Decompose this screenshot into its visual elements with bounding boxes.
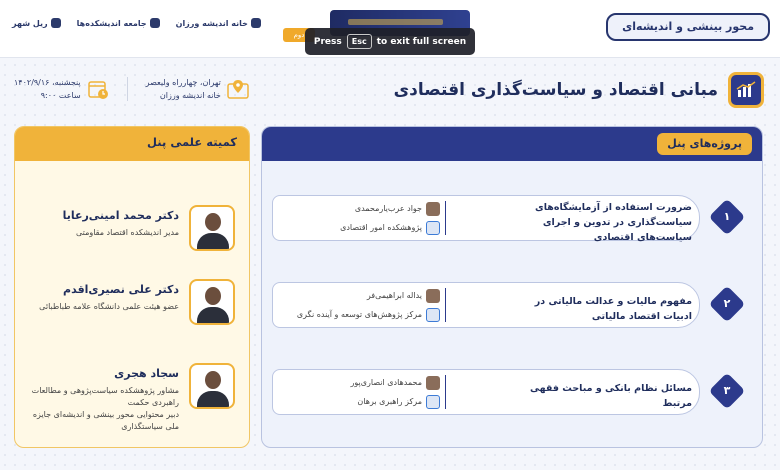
title-row [394, 72, 764, 108]
section-label: محور بینشی و اندیشه‌ای [606, 13, 770, 41]
project-number: ۲ [723, 297, 731, 310]
project-number-badge [709, 286, 746, 323]
project-item[interactable] [272, 282, 752, 328]
presenter-avatar [426, 202, 440, 216]
logo-text: خانه اندیشه ورزان [175, 18, 248, 28]
member-photo [189, 205, 235, 251]
projects-heading: پروژه‌های پنل [657, 133, 752, 155]
map-pin-icon [227, 78, 249, 100]
member-name: دکتر محمد امینی‌رعایا [62, 209, 179, 222]
committee-member [25, 205, 235, 275]
partner-logos [12, 18, 261, 28]
logo-khaneh-andisheh [176, 18, 261, 28]
logo-jameeh [77, 18, 160, 28]
fullscreen-hint [305, 28, 475, 55]
logo-mark-icon [51, 18, 61, 28]
committee-heading: کمیته علمی پنل [147, 135, 237, 149]
logo-rail [12, 18, 61, 28]
project-title: مسائل نظام بانکی و مباحث فقهی مرتبط [530, 383, 692, 409]
location-venue: خانه اندیشه ورزان [159, 91, 221, 100]
member-photo [189, 279, 235, 325]
member-name: سجاد هجری [114, 367, 179, 380]
logo-mark-icon [150, 18, 160, 28]
esc-key[interactable]: Esc [347, 34, 372, 49]
project-divider [445, 375, 446, 409]
committee-member [25, 279, 235, 349]
project-number-badge [709, 199, 746, 236]
economy-chart-icon [728, 72, 764, 108]
location-line: تهران، چهارراه ولیعصر [145, 78, 221, 87]
presenter-org: مرکز راهبری برهان [357, 397, 422, 406]
project-presenter [280, 373, 440, 411]
project-presenter [280, 286, 440, 324]
hint-rest: to exit full screen [376, 36, 467, 47]
project-item[interactable] [272, 195, 752, 241]
presenter-avatar [426, 289, 440, 303]
presenter-org: مرکز پژوهش‌های توسعه و آینده نگری [296, 310, 422, 319]
datetime-info [14, 76, 109, 102]
committee-panel [14, 126, 250, 448]
banner-ornament [348, 19, 443, 25]
project-number: ۳ [723, 384, 731, 397]
org-logo-icon [426, 395, 440, 409]
presenter-avatar [426, 376, 440, 390]
member-name: دکتر علی نصیری‌اقدم [63, 283, 179, 296]
banner-tag: دوم [283, 28, 315, 42]
member-photo [189, 363, 235, 409]
calendar-clock-icon [87, 78, 109, 100]
logo-text: جامعه اندیشکده‌ها [76, 18, 147, 28]
projects-panel [261, 126, 763, 448]
presenter-name: یداله ابراهیمی‌فر [366, 291, 422, 300]
project-divider [445, 288, 446, 322]
project-divider [445, 201, 446, 235]
presenter-org: پژوهشکده امور اقتصادی [340, 223, 422, 232]
presenter-name: محمدهادی انصاری‌پور [350, 378, 422, 387]
org-logo-icon [426, 221, 440, 235]
date-line: پنجشنبه، ۱۴۰۲/۹/۱۶ [14, 78, 81, 87]
project-presenter [280, 199, 440, 237]
logo-mark-icon [251, 18, 261, 28]
hint-press: Press [313, 36, 342, 47]
event-meta [14, 76, 249, 102]
project-title: ضرورت استفاده از آزمایشگاه‌های سیاست‌گذاری در تدوین و اجرای سیاست‌های اقتصادی [535, 202, 692, 243]
location-info [146, 76, 249, 102]
member-role: عضو هیئت علمی دانشگاه علامه طباطبائی [39, 302, 179, 311]
member-role: مشاور پژوهشکده سیاست‌پژوهی و مطالعات راهبردی حکمت دبیر محتوایی محور بینشی و اندیشه‌ای جایزه ملی سیاستگذاری [31, 386, 179, 431]
project-item[interactable] [272, 369, 752, 415]
project-number: ۱ [723, 210, 731, 223]
org-logo-icon [426, 308, 440, 322]
page-title: مبانی اقتصاد و سیاست‌گذاری اقتصادی [393, 80, 718, 100]
project-title: مفهوم مالیات و عدالت مالیاتی در ادبیات اقتصاد مالیاتی [534, 296, 692, 322]
committee-member [25, 363, 235, 433]
project-number-badge [709, 373, 746, 410]
member-role: مدیر اندیشکده اقتصاد مقاومتی [76, 228, 179, 237]
presenter-name: جواد عرب‌یارمحمدی [354, 204, 422, 213]
meta-divider [127, 77, 128, 101]
time-line: ساعت ۹:۰۰ [40, 91, 81, 100]
logo-text: ریل شهر [12, 18, 48, 28]
